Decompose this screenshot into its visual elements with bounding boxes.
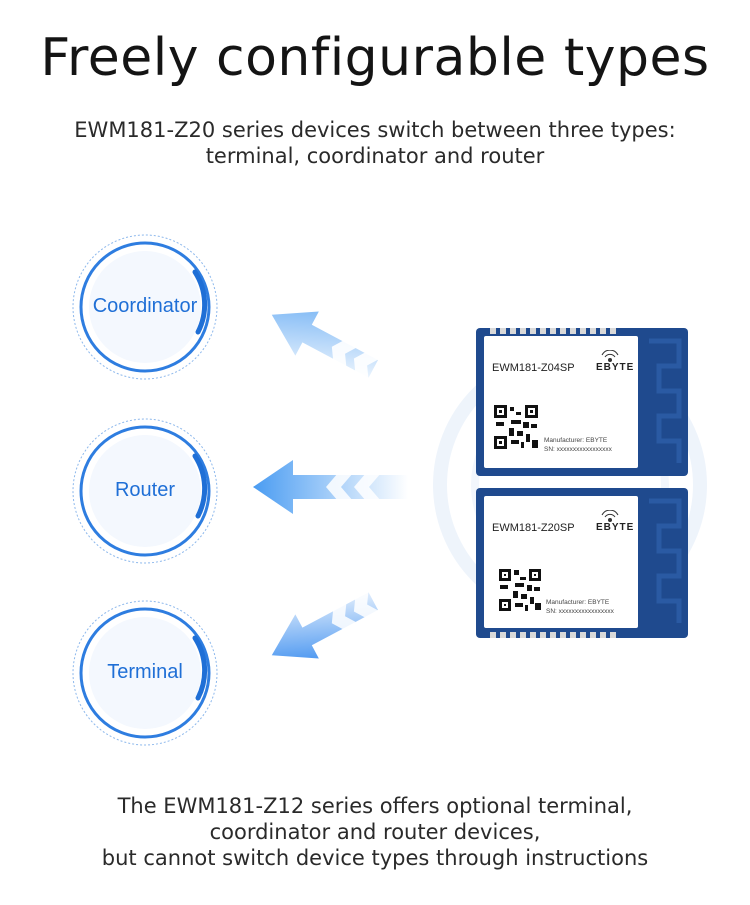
module-label	[484, 496, 638, 628]
footer-line-3: but cannot switch device types through instructions	[101, 846, 649, 870]
subtitle-line-1: EWM181-Z20 series devices switch between three types:	[74, 118, 676, 142]
pin	[590, 632, 596, 638]
pin	[600, 328, 606, 334]
antenna-trace-icon	[644, 496, 684, 628]
ebyte-logo-icon	[598, 510, 622, 522]
pin	[580, 632, 586, 638]
subtitle	[0, 117, 750, 169]
module-sn: SN: xxxxxxxxxxxxxxxxx	[544, 446, 612, 453]
module-pins-top	[490, 328, 616, 334]
module-z20sp	[476, 488, 688, 638]
module-manufacturer: Manufacturer: EBYTE	[544, 437, 608, 444]
pin	[570, 632, 576, 638]
footer-line-1: The EWM181-Z12 series offers optional terminal,	[117, 794, 633, 818]
subtitle-line-2: terminal, coordinator and router	[205, 144, 545, 168]
pin	[580, 328, 586, 334]
module-pins-bottom	[490, 632, 616, 638]
module-label	[484, 336, 638, 468]
footer-note	[0, 793, 750, 871]
pin	[610, 632, 616, 638]
footer-line-2: coordinator and router devices,	[209, 820, 541, 844]
module-brand: EBYTE	[596, 362, 635, 373]
qr-code-icon	[498, 568, 542, 612]
coordinator-label: Coordinator	[92, 295, 198, 317]
module-model: EWM181-Z20SP	[492, 522, 575, 534]
pin	[490, 632, 496, 638]
pin	[530, 328, 536, 334]
module-z04sp	[476, 328, 688, 476]
pin	[530, 632, 536, 638]
pin	[500, 632, 506, 638]
pin	[500, 328, 506, 334]
module-brand: EBYTE	[596, 522, 635, 533]
arrow-to-router-icon	[248, 455, 413, 520]
pin	[510, 632, 516, 638]
pin	[490, 328, 496, 334]
pin	[550, 328, 556, 334]
pin	[510, 328, 516, 334]
terminal-label: Terminal	[107, 661, 183, 683]
ebyte-logo-icon	[598, 350, 622, 362]
qr-code-icon	[493, 404, 539, 450]
arrow-to-terminal-icon	[258, 570, 418, 670]
module-sn: SN: xxxxxxxxxxxxxxxxx	[546, 608, 614, 615]
coordinator-badge	[70, 232, 220, 382]
page-title: Freely configurable types	[40, 28, 710, 88]
pin	[560, 328, 566, 334]
arrow-to-coordinator-icon	[258, 300, 418, 400]
pin	[610, 328, 616, 334]
router-label: Router	[114, 479, 176, 501]
pin	[560, 632, 566, 638]
pin	[540, 328, 546, 334]
pin	[570, 328, 576, 334]
pin	[540, 632, 546, 638]
pin	[520, 328, 526, 334]
router-badge	[70, 416, 220, 566]
module-manufacturer: Manufacturer: EBYTE	[546, 599, 610, 606]
pin	[590, 328, 596, 334]
antenna-trace-icon	[644, 336, 684, 468]
pin	[520, 632, 526, 638]
module-model: EWM181-Z04SP	[492, 362, 575, 374]
pin	[600, 632, 606, 638]
terminal-badge	[70, 598, 220, 748]
pin	[550, 632, 556, 638]
